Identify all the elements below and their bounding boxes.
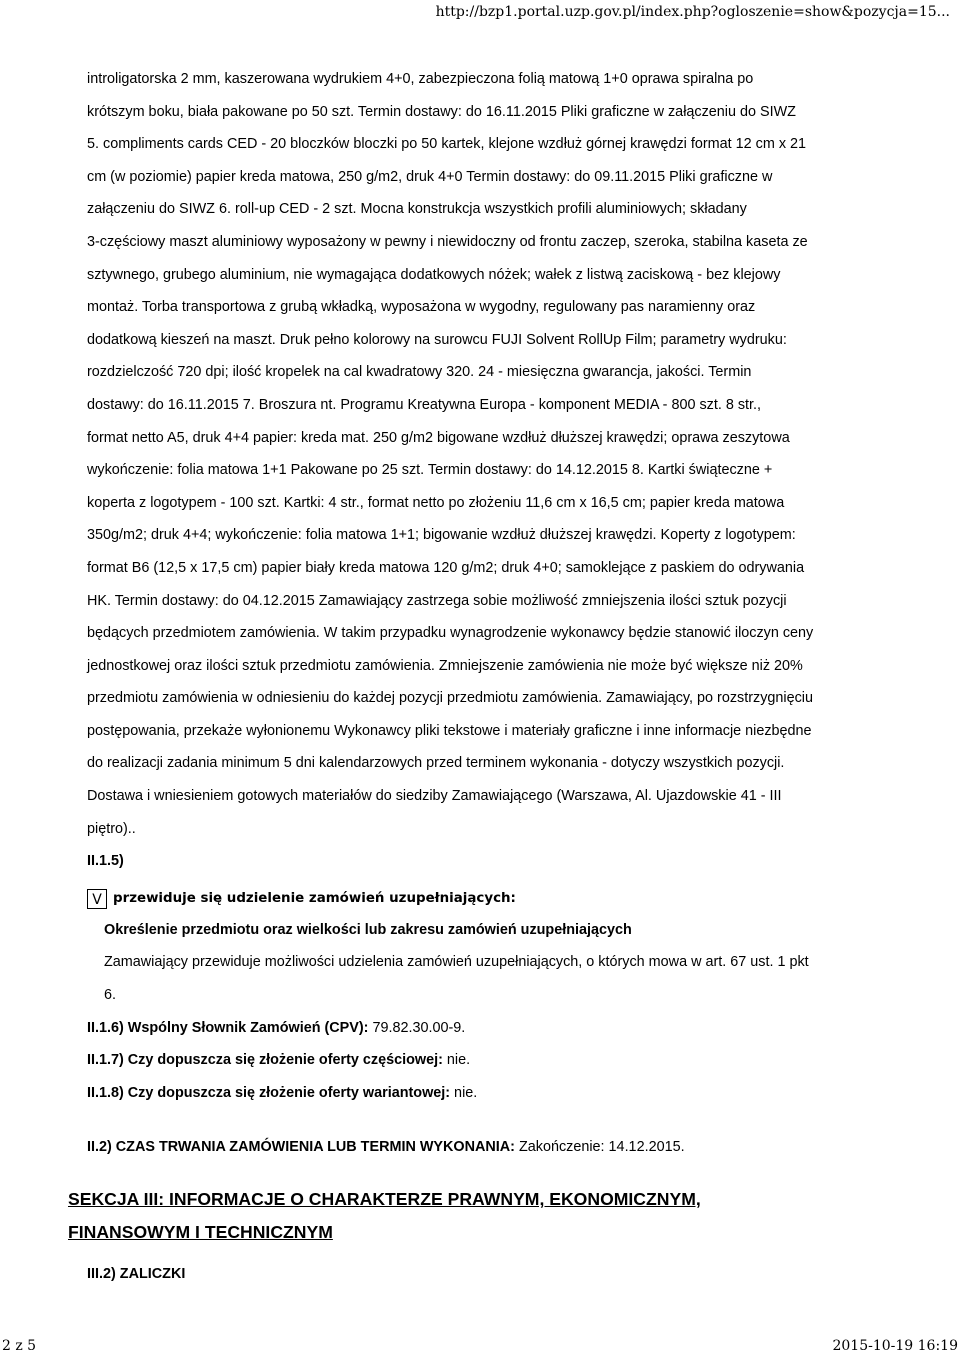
body-text-line: HK. Termin dostawy: do 04.12.2015 Zamawiający zastrzega sobie możliwość zmniejszenia ilości sztuk pozycji [87,592,787,609]
body-text-line: wykończenie: folia matowa 1+1 Pakowane po 25 szt. Termin dostawy: do 14.12.2015 8. Kartki świąteczne + [87,462,773,479]
section-iii-2-label: III.2) ZALICZKI [87,1266,186,1282]
body-text-line: jednostkowej oraz ilości sztuk przedmiotu zamówienia. Zmniejszenie zamówienia nie może być większe niż 20% [87,657,803,674]
body-text-line: format B6 (12,5 x 17,5 cm) papier biały kreda matowa 120 g/m2; druk 4+0; samoklejące z paskiem do odrywania [87,559,805,576]
supplementary-orders-option [87,886,897,912]
section-iii-title [68,1183,898,1249]
section-iii-title-line: SEKCJA III: INFORMACJE O CHARAKTERZE PRAWNYM, EKONOMICZNYM, [68,1189,701,1209]
order-description [87,63,897,845]
cpv-value: 79.82.30.00-9. [368,1019,466,1036]
body-text-line: cm (w poziomie) papier kreda matowa, 250 g/m2, druk 4+0 Termin dostawy: do 09.11.2015 Pliki graficzne w [87,168,773,185]
body-text-line: Dostawa i wniesieniem gotowych materiałów do siedziby Zamawiającego (Warszawa, Al. Ujazdowskie 41 - III [87,788,782,805]
page-number: 2 z 5 [2,1338,37,1354]
supplementary-orders-text-line: Zamawiający przewiduje możliwości udzielenia zamówień uzupełniających, o których mowa w art. 67 ust. 1 pkt [104,954,809,971]
body-text-line: koperta z logotypem - 100 szt. Kartki: 4 str., format netto po złożeniu 11,6 cm x 16,5 cm; papier kreda matowa [87,494,785,511]
body-text-line: format netto A5, druk 4+4 papier: kreda mat. 250 g/m2 bigowane wzdłuż dłuższej krawędzi; oprawa zeszytowa [87,429,790,446]
checkbox-checked-icon: V [87,889,107,909]
section-ii-1-6 [87,1012,897,1045]
section-ii-1-7 [87,1044,897,1077]
duration-label: II.2) CZAS TRWANIA ZAMÓWIENIA LUB TERMIN WYKONANIA: [87,1139,515,1156]
body-text-line: załączeniu do SIWZ 6. roll-up CED - 2 szt. Mocna konstrukcja wszystkich profili aluminiowych; składany [87,201,747,218]
page-url-header: http://bzp1.portal.uzp.gov.pl/index.php?ogloszenie=show&pozycja=15... [435,4,950,20]
partial-offer-value: nie. [442,1052,471,1069]
body-text-line: 350g/m2; druk 4+4; wykończenie: folia matowa 1+1; bigowanie wzdłuż dłuższej krawędzi. Koperty z logotypem: [87,527,796,544]
body-text-line: do realizacji zadania minimum 5 dni kalendarzowych przed terminem wykonania - dotyczy wszystkich pozycji. [87,755,785,772]
checkbox-label: przewiduje się udzielenie zamówień uzupełniających: [113,891,516,907]
body-text-line: postępowania, przekaże wyłonionemu Wykonawcy pliki tekstowe i materiały graficzne i inne informacje niezbędne [87,722,812,739]
print-datetime: 2015-10-19 16:19 [832,1338,958,1354]
body-text-line: przedmiotu zamówienia w odniesieniu do każdej pozycji przedmiotu zamówienia. Zamawiający, po rozstrzygnięciu [87,690,813,707]
body-text-line: 5. compliments cards CED - 20 bloczków bloczki po 50 kartek, klejone wzdłuż górnej krawędzi format 12 cm x 21 [87,136,807,153]
duration-value: Zakończenie: 14.12.2015. [514,1139,685,1156]
variant-offer-value: nie. [450,1084,478,1101]
body-text-line: sztywnego, grubego aluminium, nie wymagająca dodatkowych nóżek; wałek z listwą zaciskową - bez klejowy [87,266,781,283]
variant-offer-label: II.1.8) Czy dopuszcza się złożenie oferty wariantowej: [87,1084,451,1101]
body-text-line: krótszym boku, biała pakowane po 50 szt. Termin dostawy: do 16.11.2015 Pliki graficzne w załączeniu do SIWZ [87,103,796,120]
section-ii-2 [87,1131,897,1164]
body-text-line: będących przedmiotem zamówienia. W takim przypadku wynagrodzenie wykonawcy będzie stanowić iloczyn ceny [87,625,814,642]
body-text-line: montaż. Torba transportowa z grubą wkładką, wyposażona w wygodny, regulowany pas naramienny oraz [87,299,756,316]
body-text-line: dostawy: do 16.11.2015 7. Broszura nt. Programu Kreatywna Europa - komponent MEDIA - 800 szt. 8 str., [87,396,762,413]
partial-offer-label: II.1.7) Czy dopuszcza się złożenie oferty częściowej: [87,1052,443,1069]
body-text-line: piętro).. [87,820,136,837]
section-ii-1-8 [87,1077,897,1110]
supplementary-orders-text-line: 6. [104,987,117,1004]
section-ii-1-5-label: II.1.5) [87,853,124,870]
supplementary-orders-details [104,914,897,1012]
body-text-line: introligatorska 2 mm, kaszerowana wydrukiem 4+0, zabezpieczona folią matową 1+0 oprawa spiralna po [87,71,754,87]
body-text-line: 3-częściowy maszt aluminiowy wyposażony w pewny i niewidoczny od frontu zaczep, szeroka, stabilna kaseta ze [87,233,808,250]
body-text-line: rozdzielczość 720 dpi; ilość kropelek na cal kwadratowy 320. 24 - miesięczna gwarancja, jakości. Termin [87,364,752,381]
section-iii-title-line: FINANSOWYM I TECHNICZNYM [68,1222,333,1242]
body-text-line: dodatkową kieszeń na maszt. Druk pełno kolorowy na surowcu FUJI Solvent RollUp Film; parametry wydruku: [87,331,787,348]
cpv-label: II.1.6) Wspólny Słownik Zamówień (CPV): [87,1019,369,1036]
document-content [87,63,897,1164]
supplementary-orders-title: Określenie przedmiotu oraz wielkości lub zakresu zamówień uzupełniających [104,921,632,938]
